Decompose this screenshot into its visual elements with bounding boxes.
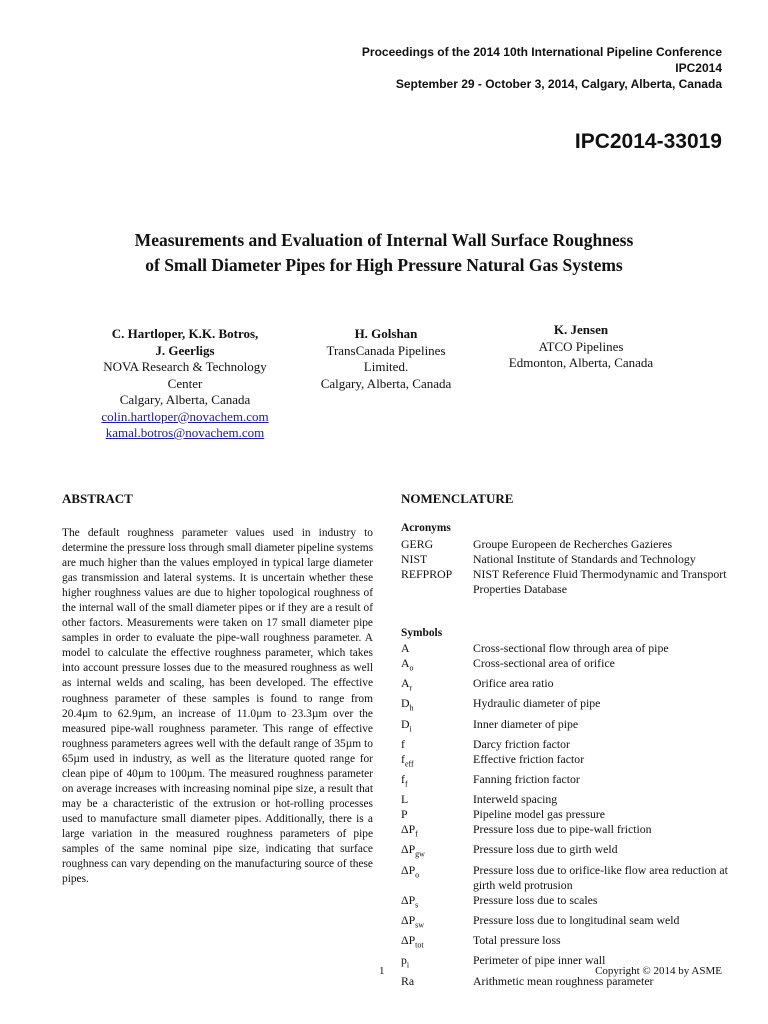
symbol-definition: Cross-sectional flow through area of pipe [473, 641, 669, 655]
symbol-subscript: r [409, 683, 413, 693]
author-location: Calgary, Alberta, Canada [320, 375, 452, 391]
conference-header [362, 44, 722, 92]
acronyms-heading: Acronyms [401, 522, 451, 534]
symbol-term: A [401, 641, 410, 655]
acronym-row [401, 537, 731, 552]
symbol-subscript: eff [404, 759, 414, 769]
symbol-row [401, 893, 731, 913]
author-affiliation: ATCO Pipelines [538, 338, 624, 354]
symbol-definition: Arithmetic mean roughness parameter [473, 973, 654, 988]
symbol-subscript: o [415, 870, 420, 880]
symbol-definition: Pressure loss due to pipe-wall friction [473, 822, 652, 837]
symbol-subscript: tot [415, 940, 424, 950]
copyright-notice: Copyright © 2014 by ASME [595, 965, 722, 977]
symbol-row [401, 696, 731, 716]
symbol-definition: Pressure loss due to girth weld [473, 842, 618, 857]
symbol-term: $\Delta P_{tot}$ [401, 933, 424, 950]
symbol-row [401, 863, 731, 893]
symbol-term: $D_i$ [401, 716, 412, 734]
symbol-subscript: i [406, 960, 410, 970]
symbol-subscript: o [409, 663, 414, 673]
symbol-definition: Hydraulic diameter of pipe [473, 696, 601, 711]
symbol-term: $A_o$ [401, 655, 414, 673]
symbol-term: Ra [401, 973, 415, 988]
title-line-2: of Small Diameter Pipes for High Pressure Natural Gas Systems [145, 255, 623, 275]
acronym-row [401, 567, 731, 597]
author-names: C. Hartloper, K.K. Botros, [111, 326, 259, 341]
author-block-transcanada [296, 326, 476, 392]
symbol-row [401, 842, 731, 862]
abstract-heading: ABSTRACT [62, 491, 133, 506]
author-names: H. Golshan [354, 326, 418, 341]
symbol-term: $p_i$ [401, 953, 410, 970]
symbol-subscript: f [415, 829, 418, 839]
symbol-subscript: gw [415, 849, 425, 859]
acronym-definition: National Institute of Standards and Technology [473, 551, 696, 566]
symbol-subscript: sw [415, 920, 425, 930]
acronym-row [401, 552, 731, 567]
author-affiliation: NOVA Research & Technology [103, 359, 267, 374]
symbol-definition: Fanning friction factor [473, 772, 580, 787]
author-affiliation: TransCanada Pipelines [326, 342, 446, 358]
symbol-definition: Pipeline model gas pressure [473, 807, 606, 822]
acronym-definition: NIST Reference Fluid Thermodynamic and Transport Properties Database [473, 566, 727, 596]
symbol-row [401, 737, 731, 752]
symbol-row [401, 933, 731, 953]
symbol-term: $\Delta P_{gw}$ [401, 842, 425, 859]
author-location: Edmonton, Alberta, Canada [508, 355, 654, 370]
symbol-term: $f_f$ [401, 772, 408, 789]
symbol-row [401, 792, 731, 807]
symbol-definition: Interweld spacing [473, 792, 558, 807]
symbol-row [401, 656, 731, 676]
symbol-term: $f_{eff}$ [401, 751, 414, 769]
symbol-term: $\Delta P_s$ [401, 892, 419, 909]
symbol-subscript: h [409, 703, 414, 713]
conference-code: IPC2014 [675, 61, 722, 75]
symbol-term: P [401, 807, 408, 822]
author-location: Calgary, Alberta, Canada [119, 392, 251, 407]
conference-name: Proceedings of the 2014 10th International Pipeline Conference [361, 45, 722, 59]
author-block-nova [85, 326, 285, 442]
acronym-definition: Groupe Europeen de Recherches Gazieres [473, 537, 673, 551]
author-affiliation: Center [167, 375, 203, 391]
symbol-row [401, 641, 731, 656]
symbol-definition: Total pressure loss [473, 933, 561, 948]
symbol-row [401, 913, 731, 933]
symbol-row [401, 807, 731, 822]
symbol-definition: Darcy friction factor [473, 736, 570, 751]
author-names: J. Geerligs [155, 342, 215, 358]
symbol-term: L [401, 792, 409, 807]
symbol-definition: Effective friction factor [473, 751, 585, 766]
paper-id: IPC2014-33019 [574, 130, 722, 153]
symbol-term: $\Delta P_f$ [401, 822, 418, 839]
symbol-definition: Inner diameter of pipe [473, 716, 579, 731]
acronym-list [401, 537, 731, 597]
symbols-heading: Symbols [401, 627, 443, 639]
symbol-term: $A_r$ [401, 676, 413, 693]
conference-dates: September 29 - October 3, 2014, Calgary, Alberta, Canada [395, 77, 722, 91]
symbol-definition: Pressure loss due to scales [473, 892, 598, 907]
symbol-row [401, 717, 731, 737]
symbol-term: $D_h$ [401, 696, 414, 713]
symbol-subscript: i [409, 724, 412, 734]
symbol-row [401, 772, 731, 792]
symbol-row [401, 676, 731, 696]
symbol-subscript: f [404, 779, 408, 789]
symbol-definition: Cross-sectional area of orifice [473, 655, 615, 670]
symbol-definition: Orifice area ratio [473, 676, 554, 691]
symbol-definition: Pressure loss due to orifice-like flow area reduction at girth weld protrusion [473, 862, 728, 892]
author-affiliation: Limited. [363, 359, 409, 374]
symbol-list [401, 641, 731, 989]
paper-title [0, 228, 768, 278]
author-block-atco [486, 322, 676, 372]
abstract-text: The default roughness parameter values used in industry to determine the pressure loss through small diameter pipeline systems are much higher than the values employed in typical large diameter gas transmission and lateral systems. It is uncertain whether these higher roughness values are due to higher topological roughness of the internal wall of the small diameter pipes or if they are a result of other factors. Measurements were taken on 17 small diameter pipe samples in order to evaluate the pipe-wall roughness parameter. A model to calculate the effective roughness parameter, which takes into account pressure losses due to the measured roughness as well as internal welds and scaling, has been developed. The effective roughness parameter of these samples is found to range from 20.4µm to 62.9µm, an increase of 11.0µm to 23.3µm over the measured pipe-wall roughness parameter. This range of effective roughness parameters agrees well with the default range of 35µm to 65µm used in industry, as well as the literature quoted range for clean pipe of 40µm to 100µm. The measured roughness parameter on average increases with increasing nominal pipe size, a result that may be a characteristic of the extrusion or hot-rolling processes used to manufacture small diameter pipes. Additionally, there is a large variation in the measured roughness parameters of pipe samples of the same nominal pipe size, indicating that surface roughness can vary depending on the manufacturing source of these pipes. [62, 527, 373, 886]
symbol-term: $\Delta P_o$ [401, 862, 420, 880]
acronym-term: REFPROP [401, 566, 453, 581]
symbol-definition: Perimeter of pipe inner wall [473, 953, 606, 968]
symbol-definition: Pressure loss due to longitudinal seam weld [473, 912, 680, 927]
symbol-term: f [401, 736, 405, 751]
acronym-term: GERG [401, 537, 434, 551]
symbol-subscript: s [415, 899, 419, 909]
acronym-term: NIST [401, 551, 428, 566]
page-number: 1 [379, 965, 385, 977]
symbol-row [401, 752, 731, 772]
nomenclature-heading: NOMENCLATURE [401, 491, 514, 506]
author-names: K. Jensen [553, 322, 609, 337]
title-line-1: Measurements and Evaluation of Internal Wall Surface Roughness [134, 230, 634, 250]
symbol-term: $\Delta P_{sw}$ [401, 912, 425, 930]
symbol-row [401, 822, 731, 842]
author-email-link[interactable]: colin.hartloper@novachem.com [101, 408, 269, 424]
author-email-link[interactable]: kamal.botros@novachem.com [105, 425, 265, 440]
